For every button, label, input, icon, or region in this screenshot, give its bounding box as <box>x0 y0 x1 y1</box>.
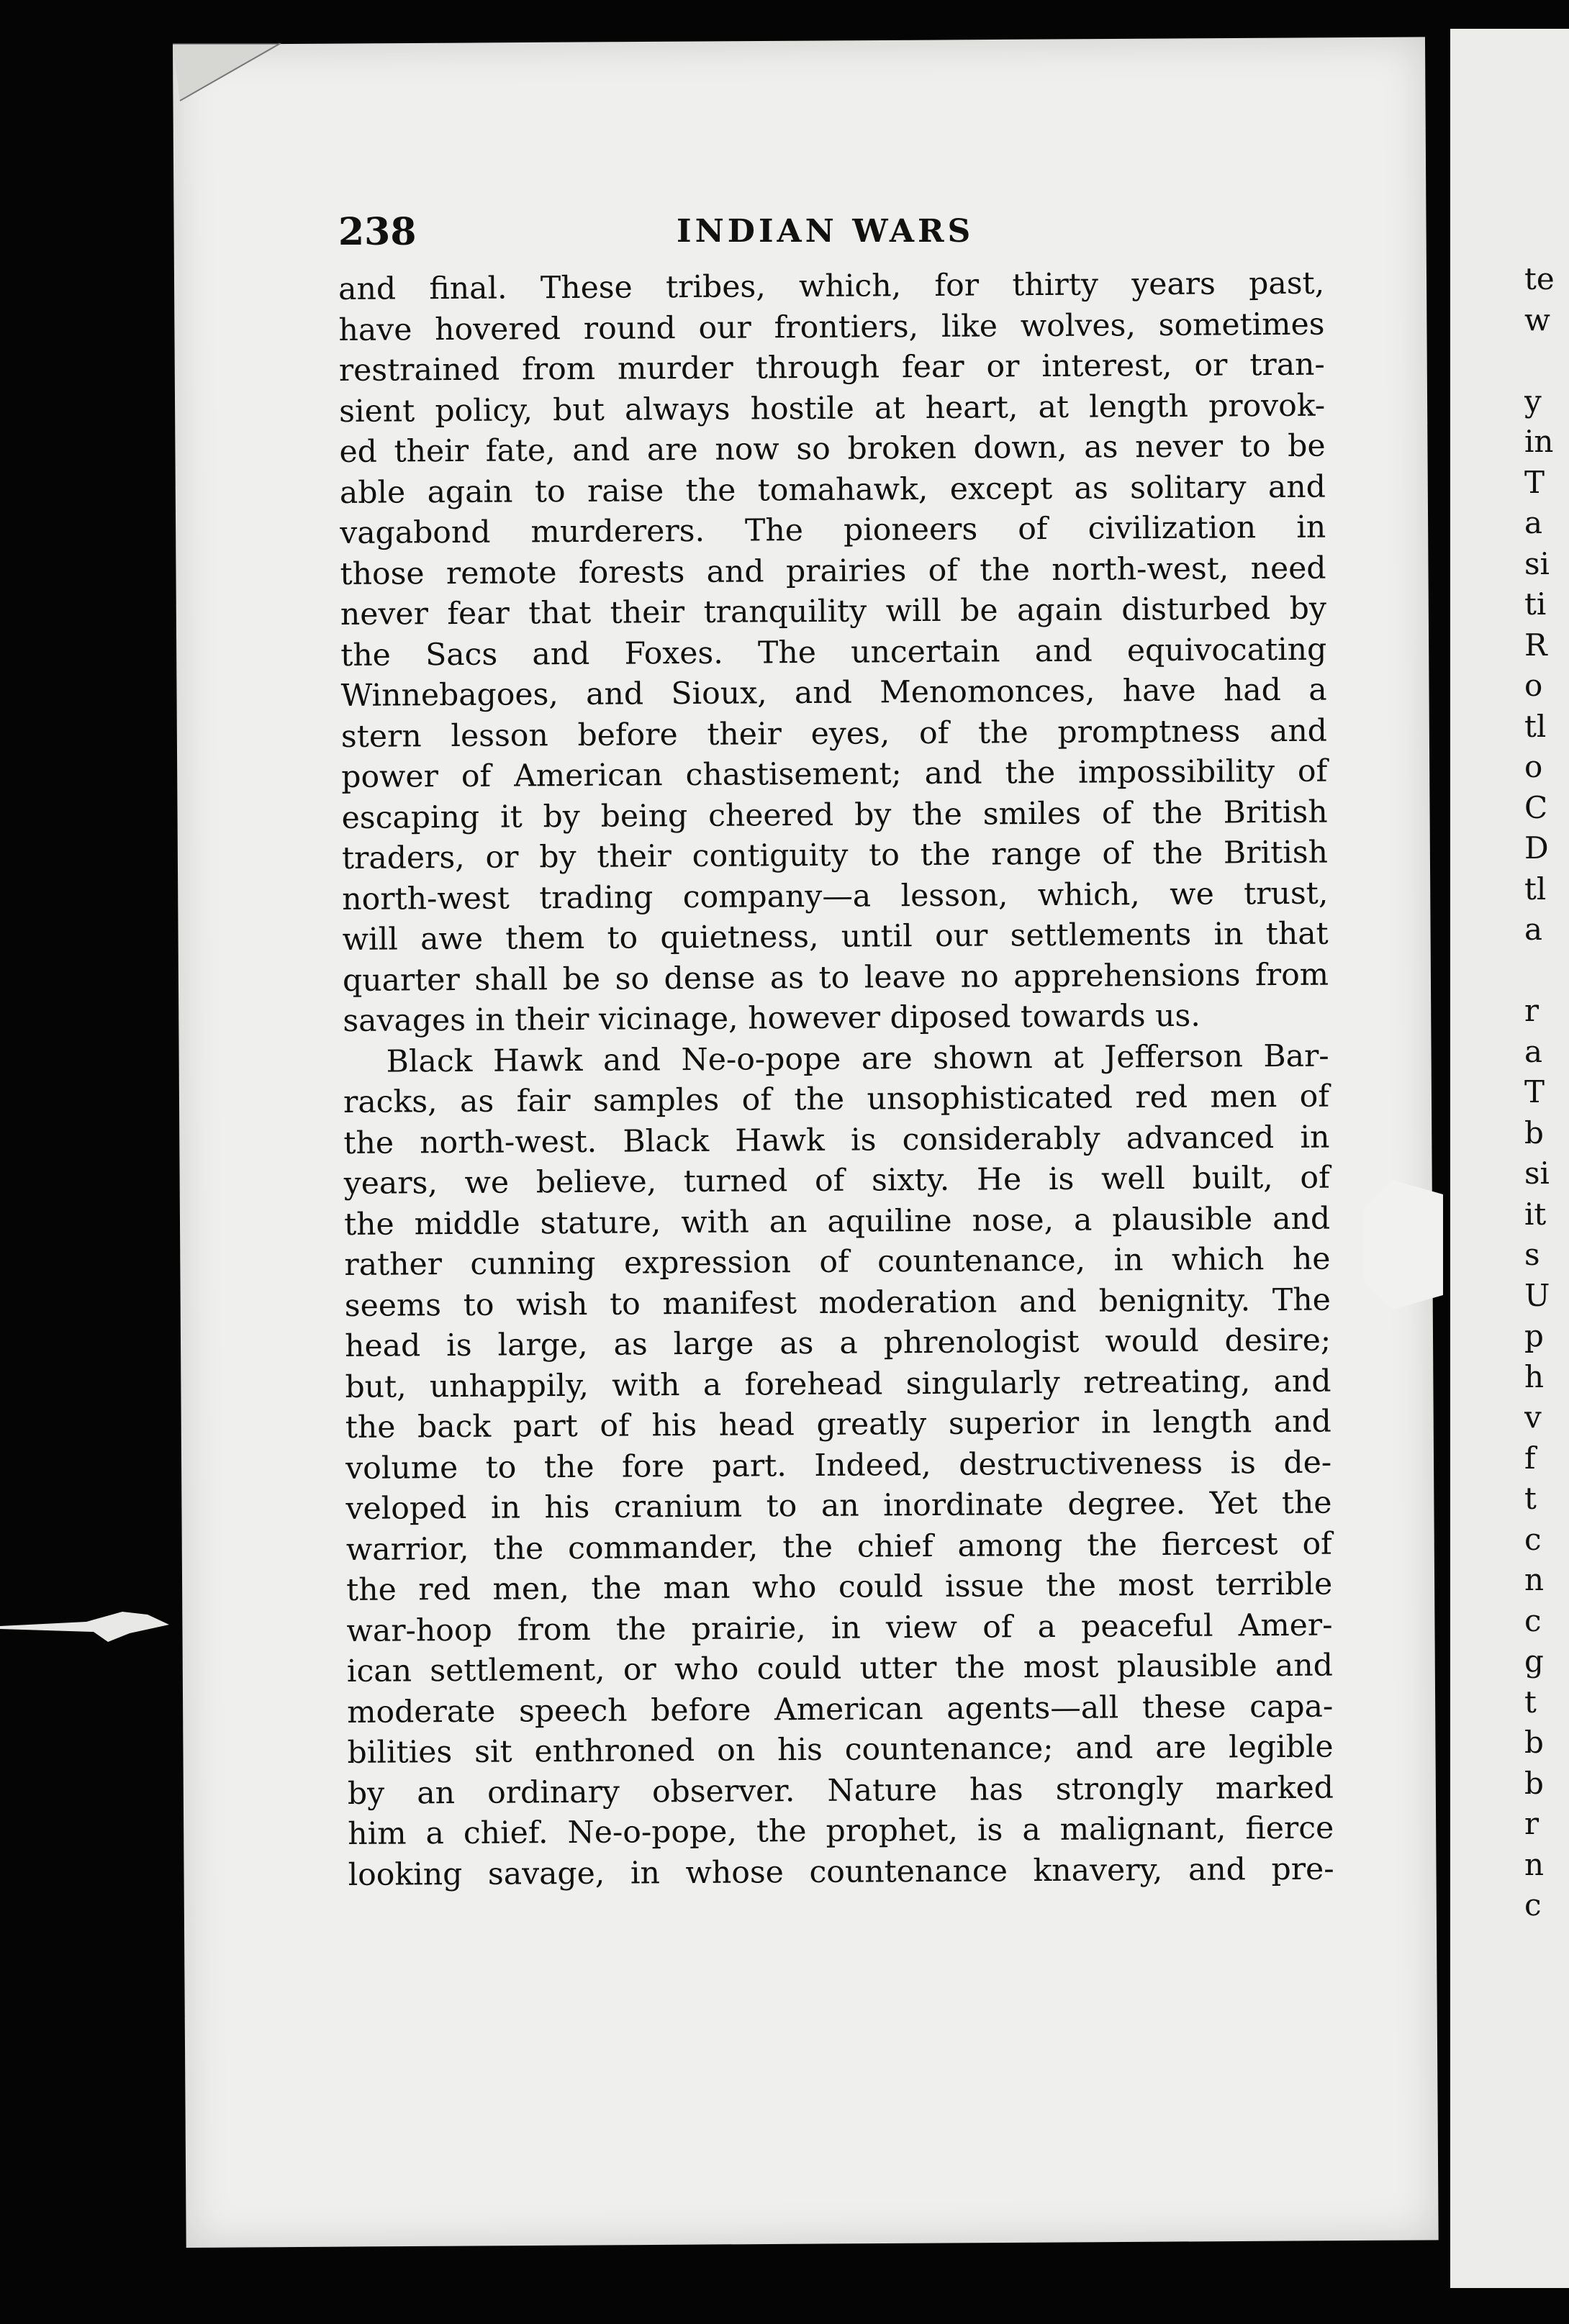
text-line: years, we believe, turned of sixty. He is well built, of <box>343 1160 1330 1202</box>
text-line: traders, or by their contiguity to the range of the British <box>341 835 1329 876</box>
text-line: restrained from murder through fear or interest, or tran- <box>338 347 1325 389</box>
facing-page-fragment: a <box>1524 505 1543 540</box>
text-line: never fear that their tranquility will be again disturbed by <box>340 591 1327 632</box>
text-line: Winnebagoes, and Sioux, and Menomonces, have had a <box>340 672 1327 714</box>
facing-page-fragment <box>1524 950 1569 991</box>
text-line: able again to raise the tomahawk, except as solitary and <box>339 469 1326 511</box>
facing-page-fragment: si <box>1524 545 1550 581</box>
text-line: him a chief. Ne-o-pope, the prophet, is a malignant, fierce <box>348 1810 1334 1852</box>
facing-page-fragment: a <box>1524 1033 1543 1069</box>
facing-page-fragment: t <box>1524 1481 1537 1516</box>
facing-page-fragment: si <box>1524 1156 1550 1191</box>
facing-page-fragment: c <box>1524 1887 1542 1923</box>
text-line: moderate speech before American agents—all these capa- <box>347 1689 1334 1730</box>
facing-page-fragment: T <box>1524 1074 1545 1109</box>
facing-page-fragment: n <box>1524 1562 1545 1597</box>
text-line: and final. These tribes, which, for thirty years past, <box>338 265 1325 307</box>
text-line: those remote forests and prairies of the north-west, need <box>340 550 1326 592</box>
facing-page-fragment: p <box>1524 1318 1544 1353</box>
text-line: by an ordinary observer. Nature has strongly marked <box>347 1770 1334 1812</box>
page-number: 238 <box>338 210 417 254</box>
text-line: escaping it by being cheered by the smiles of the British <box>341 794 1328 836</box>
text-line: quarter shall be so dense as to leave no apprehensions from <box>342 957 1329 999</box>
facing-page-fragment: o <box>1524 749 1543 784</box>
text-line: Black Hawk and Ne-o-pope are shown at Jefferson Bar- <box>386 1038 1329 1080</box>
facing-page-fragment: g <box>1524 1643 1544 1679</box>
facing-page-fragment: n <box>1524 1846 1545 1882</box>
text-line: seems to wish to manifest moderation and benignity. The <box>344 1282 1331 1324</box>
facing-page-fragment: o <box>1524 668 1543 703</box>
text-line: ican settlement, or who could utter the most plausible and <box>346 1648 1334 1689</box>
facing-page-fragment: C <box>1524 789 1548 825</box>
facing-page-fragment: b <box>1524 1115 1544 1150</box>
text-line: veloped in his cranium to an inordinate degree. Yet the <box>345 1485 1332 1527</box>
facing-page-fragment: b <box>1524 1765 1544 1801</box>
facing-page-fragment: w <box>1524 301 1550 337</box>
text-line: the north-west. Black Hawk is considerably advanced in <box>343 1120 1330 1161</box>
text-line: ed their fate, and are now so broken down, as never to be <box>339 428 1326 470</box>
text-line: racks, as fair samples of the unsophisticated red men of <box>343 1079 1330 1120</box>
torn-paper-fragment <box>0 1604 173 1648</box>
facing-page-fragments <box>1524 259 1569 1926</box>
text-line: warrior, the commander, the chief among the fiercest of <box>345 1526 1332 1568</box>
facing-page-fragment <box>1524 340 1569 381</box>
body-text <box>338 264 1334 1896</box>
facing-page-fragment: tl <box>1524 708 1547 744</box>
text-line: stern lesson before their eyes, of the promptness and <box>340 713 1328 755</box>
facing-page-fragment: f <box>1524 1440 1536 1476</box>
facing-page-fragment: c <box>1524 1521 1542 1557</box>
text-line: bilities sit enthroned on his countenance; and are legible <box>347 1729 1334 1771</box>
facing-page-fragment: t <box>1524 1684 1537 1720</box>
text-line: volume to the fore part. Indeed, destructiveness is de- <box>345 1445 1332 1486</box>
facing-page-fragment: tl <box>1524 871 1547 907</box>
facing-page-fragment: y <box>1524 383 1542 419</box>
facing-page-fragment: ti <box>1524 586 1547 622</box>
text-line: savages in their vicinage, however diposed towards us. <box>343 998 1201 1039</box>
page-edge-tab <box>1364 1180 1443 1309</box>
text-line: sient policy, but always hostile at heart, at length provok- <box>339 388 1326 430</box>
text-line: rather cunning expression of countenance, in which he <box>344 1241 1331 1283</box>
text-line: the back part of his head greatly superior in length and <box>345 1404 1331 1445</box>
facing-page-fragment: D <box>1524 830 1549 866</box>
facing-page-fragment: r <box>1524 993 1539 1028</box>
text-line: the middle stature, with an aquiline nose, a plausible and <box>343 1201 1331 1243</box>
page-header <box>338 210 1360 260</box>
facing-page-fragment: in <box>1524 424 1554 459</box>
facing-page-fragment: c <box>1524 1602 1542 1638</box>
facing-page-fragment: r <box>1524 1806 1539 1841</box>
text-line: will awe them to quietness, until our settlements in that <box>342 916 1329 958</box>
facing-page-fragment: R <box>1524 627 1547 663</box>
text-line: but, unhappily, with a forehead singularly retreating, and <box>345 1363 1331 1405</box>
text-line: war-hoop from the prairie, in view of a peaceful Amer- <box>346 1607 1333 1649</box>
facing-page-fragment: U <box>1524 1277 1550 1313</box>
text-line: have hovered round our frontiers, like wolves, sometimes <box>338 307 1325 348</box>
text-line: the Sacs and Foxes. The uncertain and equivocating <box>340 632 1327 673</box>
text-line: power of American chastisement; and the impossibility of <box>341 753 1328 795</box>
text-line: looking savage, in whose countenance knavery, and pre- <box>348 1851 1334 1893</box>
facing-page-fragment: s <box>1524 1237 1540 1272</box>
facing-page-fragment: b <box>1524 1725 1544 1760</box>
text-line: north-west trading company—a lesson, which, we trust, <box>342 876 1329 917</box>
text-line: vagabond murderers. The pioneers of civilization in <box>340 509 1326 551</box>
facing-page-fragment: it <box>1524 1196 1547 1232</box>
facing-page-fragment: te <box>1524 261 1555 296</box>
text-line: the red men, the man who could issue the most terrible <box>346 1566 1333 1608</box>
facing-page-fragment: v <box>1524 1399 1542 1435</box>
facing-page-fragment: T <box>1524 464 1545 500</box>
facing-page-fragment: a <box>1524 912 1543 947</box>
running-head: INDIAN WARS <box>677 213 975 250</box>
facing-page-fragment: h <box>1524 1358 1545 1394</box>
text-line: head is large, as large as a phrenologist would desire; <box>344 1322 1331 1364</box>
folded-corner <box>173 43 281 108</box>
